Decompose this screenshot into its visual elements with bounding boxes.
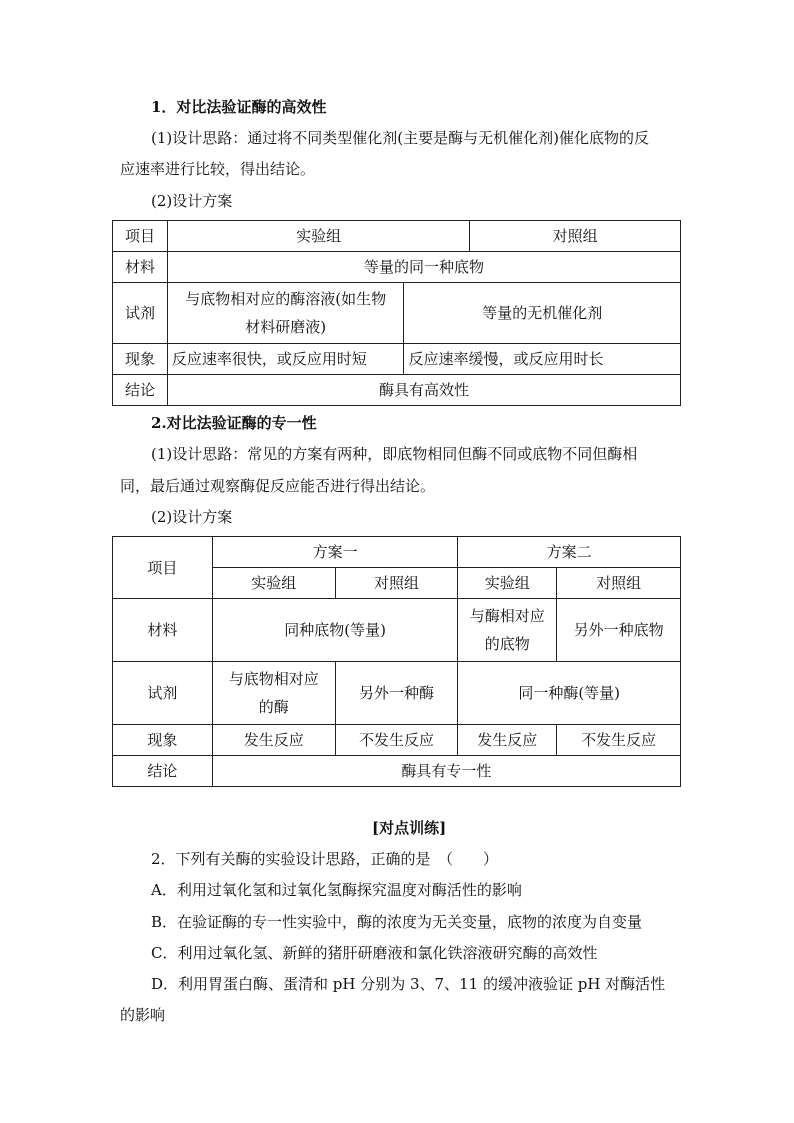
option-a: A．利用过氧化氢和过氧化氢酶探究温度对酶活性的影响: [151, 881, 522, 899]
section1-idea-line2: 应速率进行比较，得出结论。: [120, 160, 316, 178]
training-title: [对点训练]: [372, 819, 447, 837]
t2-row-material-plan2-control: 另外一种底物: [557, 599, 681, 662]
t2-row-material-plan1: 同种底物(等量): [212, 599, 458, 662]
t2-header-plan1-control: 对照组: [335, 568, 458, 599]
t2-row-phenomenon-plan2-experimental: 发生反应: [458, 725, 557, 756]
option-d-line1: D．利用胃蛋白酶、蛋清和 pH 分别为 3、7、11 的缓冲液验证 pH 对酶活性: [151, 975, 666, 993]
question-stem: 2．下列有关酶的实验设计思路，正确的是 （ ）: [151, 850, 499, 868]
t2-row-reagent-plan1-experimental: 与底物相对应 的酶: [212, 662, 335, 725]
t1-row-phenomenon-experimental: 反应速率很快，或反应用时短: [167, 344, 404, 375]
t1-row-material-value: 等量的同一种底物: [167, 252, 680, 283]
t2-header-plan1: 方案一: [212, 537, 458, 568]
t2-row-conclusion-value: 酶具有专一性: [212, 756, 680, 787]
t1-row-reagent-experimental: 与底物相对应的酶溶液(如生物 材料研磨液): [167, 283, 404, 344]
section2-idea-line1: (1)设计思路：常见的方案有两种，即底物相同但酶不同或底物不同但酶相: [151, 445, 638, 463]
t2-header-plan1-experimental: 实验组: [212, 568, 335, 599]
t2-header-plan2-experimental: 实验组: [458, 568, 557, 599]
option-d-line2: 的影响: [120, 1006, 166, 1024]
t2-row-phenomenon-label: 现象: [113, 725, 213, 756]
section1-heading: 1．对比法验证酶的高效性: [151, 98, 327, 116]
t1-header-experimental: 实验组: [167, 221, 469, 252]
specificity-table: [112, 536, 681, 787]
section2-idea-line2: 同，最后通过观察酶促反应能否进行得出结论。: [120, 477, 436, 495]
t2-header-item: 项目: [113, 537, 213, 599]
t1-row-reagent-label: 试剂: [113, 283, 168, 344]
section1-plan-label: (2)设计方案: [151, 192, 233, 210]
option-c: C．利用过氧化氢、新鲜的猪肝研磨液和氯化铁溶液研究酶的高效性: [151, 944, 598, 962]
t2-row-phenomenon-plan1-control: 不发生反应: [335, 725, 458, 756]
t1-row-conclusion-label: 结论: [113, 375, 168, 406]
t1-row-phenomenon-control: 反应速率缓慢，或反应用时长: [404, 344, 681, 375]
t2-header-plan2-control: 对照组: [557, 568, 681, 599]
section1-idea-line1: (1)设计思路：通过将不同类型催化剂(主要是酶与无机催化剂)催化底物的反: [151, 129, 649, 147]
efficiency-table: [112, 220, 681, 406]
t1-header-item: 项目: [113, 221, 168, 252]
t2-row-reagent-plan1-control: 另外一种酶: [335, 662, 458, 725]
t1-row-material-label: 材料: [113, 252, 168, 283]
t1-header-control: 对照组: [470, 221, 681, 252]
t2-row-reagent-label: 试剂: [113, 662, 213, 725]
t2-row-phenomenon-plan1-experimental: 发生反应: [212, 725, 335, 756]
t2-row-conclusion-label: 结论: [113, 756, 213, 787]
t2-row-reagent-plan2: 同一种酶(等量): [458, 662, 681, 725]
t1-row-phenomenon-label: 现象: [113, 344, 168, 375]
t2-row-phenomenon-plan2-control: 不发生反应: [557, 725, 681, 756]
section2-heading: 2.对比法验证酶的专一性: [151, 414, 317, 432]
option-b: B．在验证酶的专一性实验中，酶的浓度为无关变量，底物的浓度为自变量: [151, 913, 643, 931]
t1-row-reagent-control: 等量的无机催化剂: [404, 283, 681, 344]
t2-row-material-label: 材料: [113, 599, 213, 662]
t2-header-plan2: 方案二: [458, 537, 681, 568]
t1-row-conclusion-value: 酶具有高效性: [167, 375, 680, 406]
t2-row-material-plan2-experimental: 与酶相对应 的底物: [458, 599, 557, 662]
section2-plan-label: (2)设计方案: [151, 508, 233, 526]
